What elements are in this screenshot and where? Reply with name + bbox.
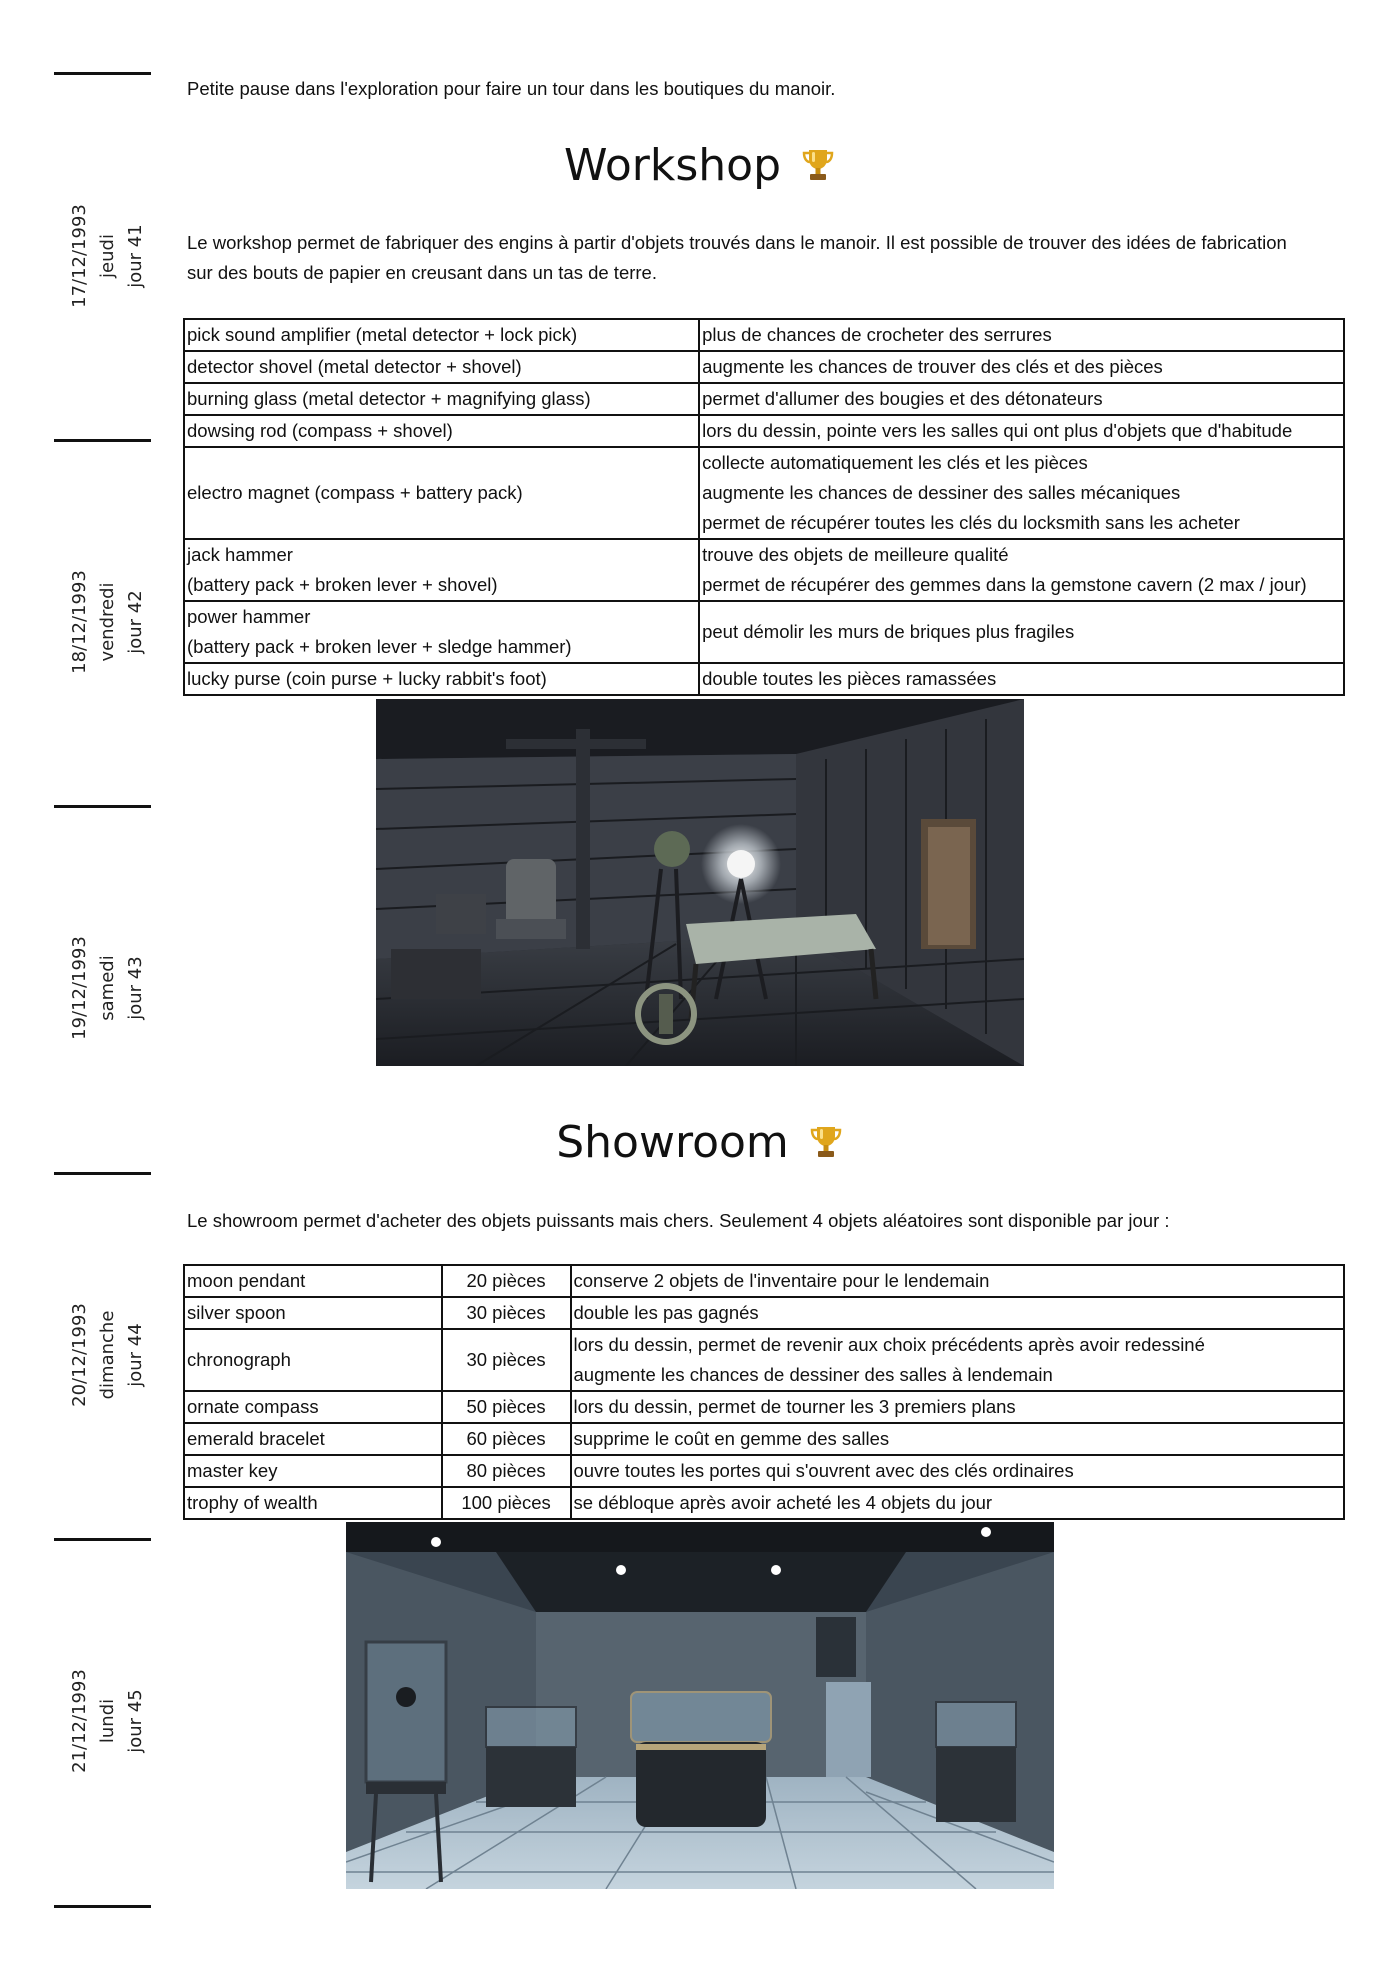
price-cell: 30 pièces — [442, 1297, 571, 1329]
margin-rule — [54, 72, 151, 75]
workshop-description: Le workshop permet de fabriquer des engins à partir d'objets trouvés dans le manoir. Il est possible de trouver des idées de fabrication sur des bouts de papier en creusant dans un tas de terre. — [187, 232, 1287, 283]
table-row — [184, 1297, 1344, 1329]
price-cell: 80 pièces — [442, 1455, 571, 1487]
cell-line: lors du dessin, permet de revenir aux choix précédents après avoir redessiné — [573, 1334, 1205, 1355]
cell-line: burning glass (metal detector + magnifying glass) — [187, 388, 591, 409]
cell-line: double toutes les pièces ramassées — [702, 668, 997, 689]
cell-line: augmente les chances de trouver des clés et des pièces — [702, 356, 1163, 377]
effect-cell — [571, 1487, 1345, 1519]
cell-line: permet d'allumer des bougies et des détonateurs — [702, 388, 1103, 409]
cell-line: (battery pack + broken lever + sledge hammer) — [187, 636, 572, 657]
item-cell — [184, 383, 699, 415]
day-weekday: lundi — [97, 1698, 118, 1744]
effect-cell — [571, 1455, 1345, 1487]
table-row — [184, 601, 1344, 663]
item-cell: ornate compass — [184, 1391, 442, 1423]
table-row — [184, 1265, 1344, 1297]
margin-rule — [54, 1905, 151, 1908]
margin-rule — [54, 805, 151, 808]
table-row — [184, 539, 1344, 601]
day-number: jour 41 — [125, 224, 146, 288]
item-cell — [184, 319, 699, 351]
table-row — [184, 1455, 1344, 1487]
day-number: jour 44 — [125, 1323, 146, 1387]
day-date: 18/12/1993 — [69, 570, 90, 674]
cell-line: collecte automatiquement les clés et les pièces — [702, 452, 1088, 473]
day-weekday: dimanche — [97, 1310, 118, 1400]
showroom-table — [183, 1264, 1345, 1520]
item-cell: silver spoon — [184, 1297, 442, 1329]
effect-cell — [699, 447, 1344, 539]
cell-line: jack hammer — [187, 544, 293, 565]
price-cell: 50 pièces — [442, 1391, 571, 1423]
cell-line: electro magnet (compass + battery pack) — [187, 482, 523, 503]
item-cell — [184, 663, 699, 695]
margin-rule — [54, 1538, 151, 1541]
table-row — [184, 1487, 1344, 1519]
cell-line: permet de récupérer des gemmes dans la gemstone cavern (2 max / jour) — [702, 574, 1307, 595]
effect-cell — [699, 415, 1344, 447]
day-weekday: jeudi — [97, 234, 118, 278]
cell-line: detector shovel (metal detector + shovel) — [187, 356, 522, 377]
cell-line: pick sound amplifier (metal detector + lock pick) — [187, 324, 578, 345]
day-date: 17/12/1993 — [69, 204, 90, 308]
trophy-icon — [801, 143, 835, 194]
day-number: jour 45 — [125, 1689, 146, 1753]
workshop-heading — [0, 140, 1399, 194]
cell-line: double les pas gagnés — [573, 1302, 759, 1323]
showroom-screenshot — [346, 1522, 1054, 1889]
cell-line: lors du dessin, permet de tourner les 3 premiers plans — [573, 1396, 1016, 1417]
day-date: 21/12/1993 — [69, 1669, 90, 1773]
effect-cell — [571, 1329, 1345, 1391]
effect-cell — [699, 351, 1344, 383]
margin-rule — [54, 1172, 151, 1175]
effect-cell — [699, 601, 1344, 663]
price-cell: 20 pièces — [442, 1265, 571, 1297]
table-row — [184, 663, 1344, 695]
effect-cell — [699, 663, 1344, 695]
item-cell: chronograph — [184, 1329, 442, 1391]
table-row — [184, 383, 1344, 415]
day-number: jour 42 — [125, 590, 146, 654]
item-cell — [184, 447, 699, 539]
day-weekday: samedi — [97, 955, 118, 1021]
day-number: jour 43 — [125, 956, 146, 1020]
cell-line: ouvre toutes les portes qui s'ouvrent avec des clés ordinaires — [573, 1460, 1074, 1481]
day-date: 20/12/1993 — [69, 1303, 90, 1407]
cell-line: augmente les chances de dessiner des salles mécaniques — [702, 482, 1181, 503]
workshop-screenshot — [376, 699, 1024, 1066]
day-weekday: vendredi — [97, 582, 118, 662]
showroom-description: Le showroom permet d'acheter des objets puissants mais chers. Seulement 4 objets aléatoires sont disponible par jour : — [187, 1210, 1170, 1231]
workshop-title: Workshop — [563, 140, 782, 191]
table-row — [184, 1423, 1344, 1455]
showroom-title: Showroom — [556, 1117, 789, 1168]
cell-line: se débloque après avoir acheté les 4 objets du jour — [573, 1492, 993, 1513]
cell-line: lors du dessin, pointe vers les salles qui ont plus d'objets que d'habitude — [702, 420, 1293, 441]
table-row — [184, 1391, 1344, 1423]
showroom-heading — [0, 1117, 1399, 1171]
cell-line: plus de chances de crocheter des serrures — [702, 324, 1052, 345]
price-cell: 60 pièces — [442, 1423, 571, 1455]
item-cell — [184, 601, 699, 663]
cell-line: power hammer — [187, 606, 311, 627]
item-cell: trophy of wealth — [184, 1487, 442, 1519]
workshop-table — [183, 318, 1345, 696]
intro-text: Petite pause dans l'exploration pour faire un tour dans les boutiques du manoir. — [187, 78, 836, 99]
item-cell: moon pendant — [184, 1265, 442, 1297]
cell-line: augmente les chances de dessiner des salles à lendemain — [573, 1364, 1053, 1385]
item-cell — [184, 539, 699, 601]
effect-cell — [571, 1423, 1345, 1455]
cell-line: dowsing rod (compass + shovel) — [187, 420, 453, 441]
item-cell — [184, 415, 699, 447]
effect-cell — [571, 1391, 1345, 1423]
price-cell: 30 pièces — [442, 1329, 571, 1391]
day-date: 19/12/1993 — [69, 936, 90, 1040]
table-row — [184, 319, 1344, 351]
table-row — [184, 447, 1344, 539]
cell-line: peut démolir les murs de briques plus fragiles — [702, 621, 1075, 642]
margin-rule — [54, 439, 151, 442]
cell-line: supprime le coût en gemme des salles — [573, 1428, 890, 1449]
trophy-icon — [809, 1120, 843, 1171]
cell-line: lucky purse (coin purse + lucky rabbit's foot) — [187, 668, 547, 689]
table-row — [184, 351, 1344, 383]
cell-line: (battery pack + broken lever + shovel) — [187, 574, 498, 595]
item-cell: emerald bracelet — [184, 1423, 442, 1455]
item-cell — [184, 351, 699, 383]
effect-cell — [699, 383, 1344, 415]
effect-cell — [699, 539, 1344, 601]
effect-cell — [699, 319, 1344, 351]
item-cell: master key — [184, 1455, 442, 1487]
price-cell: 100 pièces — [442, 1487, 571, 1519]
effect-cell — [571, 1297, 1345, 1329]
cell-line: conserve 2 objets de l'inventaire pour le lendemain — [573, 1270, 990, 1291]
cell-line: trouve des objets de meilleure qualité — [702, 544, 1009, 565]
effect-cell — [571, 1265, 1345, 1297]
cell-line: permet de récupérer toutes les clés du locksmith sans les acheter — [702, 512, 1240, 533]
table-row — [184, 415, 1344, 447]
table-row — [184, 1329, 1344, 1391]
